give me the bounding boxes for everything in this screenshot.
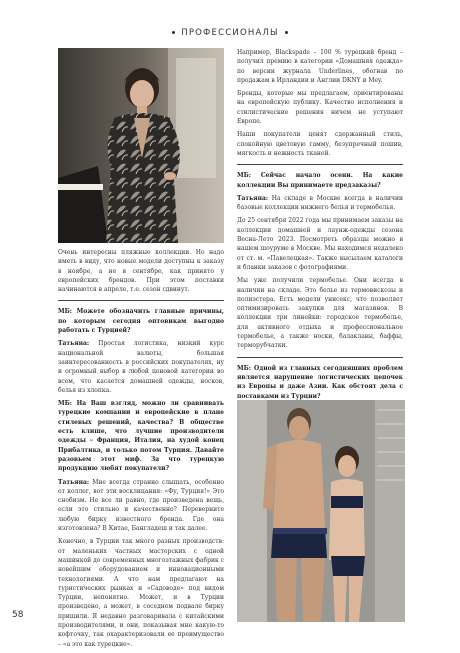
photo-couple-illustration (237, 400, 405, 622)
answer-3-text: На складе в Москве всегда в наличии базовые коллекции нижнего белья и термобелья. (237, 194, 403, 212)
intro-paragraph: Очень интересны пляжные коллекции. Но надо иметь в виду, что новые модели доступны к заказу в ноябре, а не в сентябре, как принято у европейских брендов. При этом поставки начинаются в апреле, т.е. сезон сдвинут. (58, 249, 224, 294)
answer-1-label: Татьяна: (58, 340, 90, 348)
answer-2-label: Татьяна: (58, 478, 90, 486)
answer-2 (58, 478, 224, 534)
right-column-text (237, 48, 403, 455)
answer-3 (237, 194, 403, 213)
question-2: МБ: На Ваш взгляд, можно ли сравнивать турецкие компании и европейские в плане стилевых решений, качества? В обществе есть клише, что лучшие производители одежды – Франция, Италия, на худой конец Прибалтика, и только потом Турция. Давайте разовьем этот миф. За что турецкую продукцию любят покупатели? (58, 400, 224, 473)
section-divider (58, 300, 224, 301)
answer-3-label: Татьяна: (237, 194, 269, 202)
paragraph-1: Например, Blackspade – 100 % турецкий бренд – получил премию в категории «Домашняя одежда» по версии журнала Underlines, обогнав по продажам в Ирландии и Англии DKNY и Mey. (237, 49, 403, 84)
bullet-right (285, 31, 288, 34)
answer-1-text: Простая логистика, низкий курс национальной валюты, большая заинтересованность в российских покупателях, ну и огромный выбор в любой ценовой категории во всем, что касается домашней одежды, носков, белья из хлопка. (58, 340, 224, 394)
answer-2-text: Мне всегда странно слышать, особенно от коллег, вот эти восклицания: «Фу, Турция!» Это снобизм. Не все ли равно, где произведена вещь, если это стильно и качественно? Переверните любую бирку известного бренда. Где она изготовлена? В Китае, Бангладеш и так далее. (58, 478, 224, 533)
section-divider (237, 357, 403, 358)
section-divider (237, 164, 403, 165)
page-number: 58 (12, 610, 24, 620)
bullet-left (172, 31, 175, 34)
paragraph-2: Бренды, которые мы предлагаем, ориентированы на европейскую публику. Качество исполнения и стилистические решения ничем не уступают Европе. (237, 90, 403, 126)
photo-woman-illustration (58, 48, 224, 243)
paragraph-3: Наши покупатели ценят сдержанный стиль, спокойную цветовую гамму, безупречный пошив, мягкость и нежность тканей. (237, 131, 403, 157)
answer-3-continued: До 25 сентября 2022 года мы принимаем заказы на коллекции домашней и лаунж-одежды сезона Весна-Лето 2023. Посмотреть образцы можно в нашем шоуруме в Москве. Мы находимся недалеко от ст. м. «Павелецкая». Также высылаем каталоги и бланки заказов с фотографиями. (237, 217, 403, 271)
photo-couple-underwear (237, 400, 405, 622)
answer-2-continued: Конечно, в Турции так много разных производств: от маленьких частных мастерских с одной машинкой до современных многоэтажных фабрик с новейшим оборудованием и инновационными технологиями. А что нам предлагают на туристических рынках и «Садоводе» под видом Турции, непонятно. Может, и в Турции произведено, а может, в соседнем подвале бирку пришили. Я недавно разговаривала с китайскими производителями, и они, показывая мне какую-то кофточку, так охарактеризовали ее преимущество – «а это как турецкие». (58, 538, 224, 648)
question-3: МБ: Сейчас начало осени. На какие коллекции Вы принимаете предзаказы? (237, 172, 403, 189)
section-header (0, 28, 460, 38)
question-1: МБ: Можете обозначить главные причины, по которым сегодня оптовикам выгодно работать с Турцией? (58, 308, 224, 335)
question-4: МБ: Одной из главных сегодняшних проблем является нарушение логистических цепочек из Европы и даже Азии. Как обстоят дела с поставками из Турции? (237, 364, 403, 400)
photo-woman-in-robe (58, 48, 224, 243)
section-title: ПРОФЕССИОНАЛЫ (181, 28, 279, 38)
answer-3-continued-2: Мы уже получили термобелье. Они всегда в наличии на складе. Это белье из термовискозы и полиэстера. Есть модели унисекс, что позволяет оптимизировать закупки для магазинов. В коллекции три линейки: городское термобелье, для активного отдыха и профессиональное термобелье, а также носки, балаклавы, баффы, терморубчатки. (237, 277, 403, 350)
left-column-text (58, 248, 224, 653)
answer-1 (58, 339, 224, 395)
